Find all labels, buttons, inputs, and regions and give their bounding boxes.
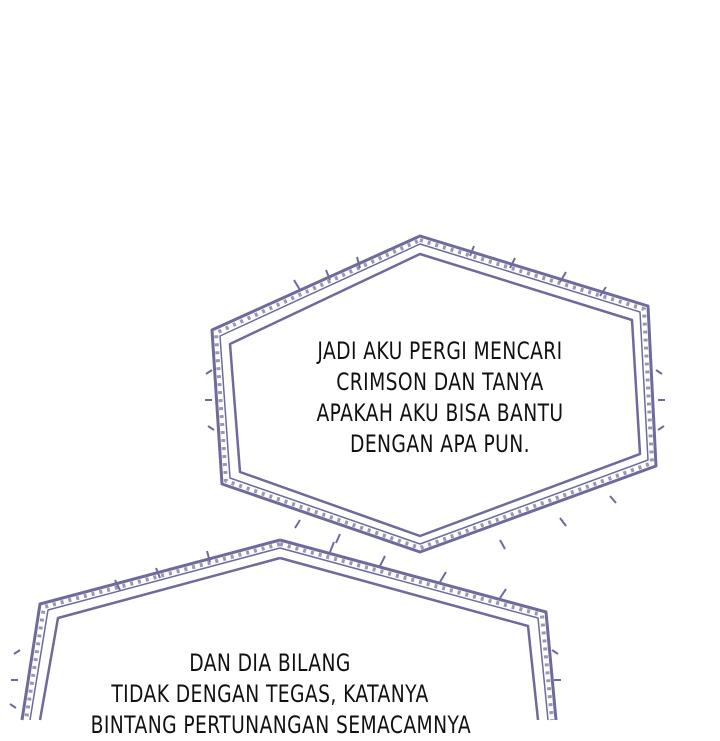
caption-text-1 xyxy=(268,336,611,460)
caption-text-2 xyxy=(90,648,472,741)
caption-line: TIDAK DENGAN TEGAS, KATANYA xyxy=(111,680,429,708)
caption-line: DENGAN APA PUN. xyxy=(350,430,530,458)
caption-line: BINTANG PERTUNANGAN SEMACAMNYA xyxy=(90,711,472,739)
caption-line: CRIMSON DAN TANYA xyxy=(336,368,544,396)
caption-line: JADI AKU PERGI MENCARI xyxy=(317,337,563,365)
caption-line: APAKAH AKU BISA BANTU xyxy=(316,399,564,427)
caption-line: DAN DIA BILANG xyxy=(189,649,351,677)
